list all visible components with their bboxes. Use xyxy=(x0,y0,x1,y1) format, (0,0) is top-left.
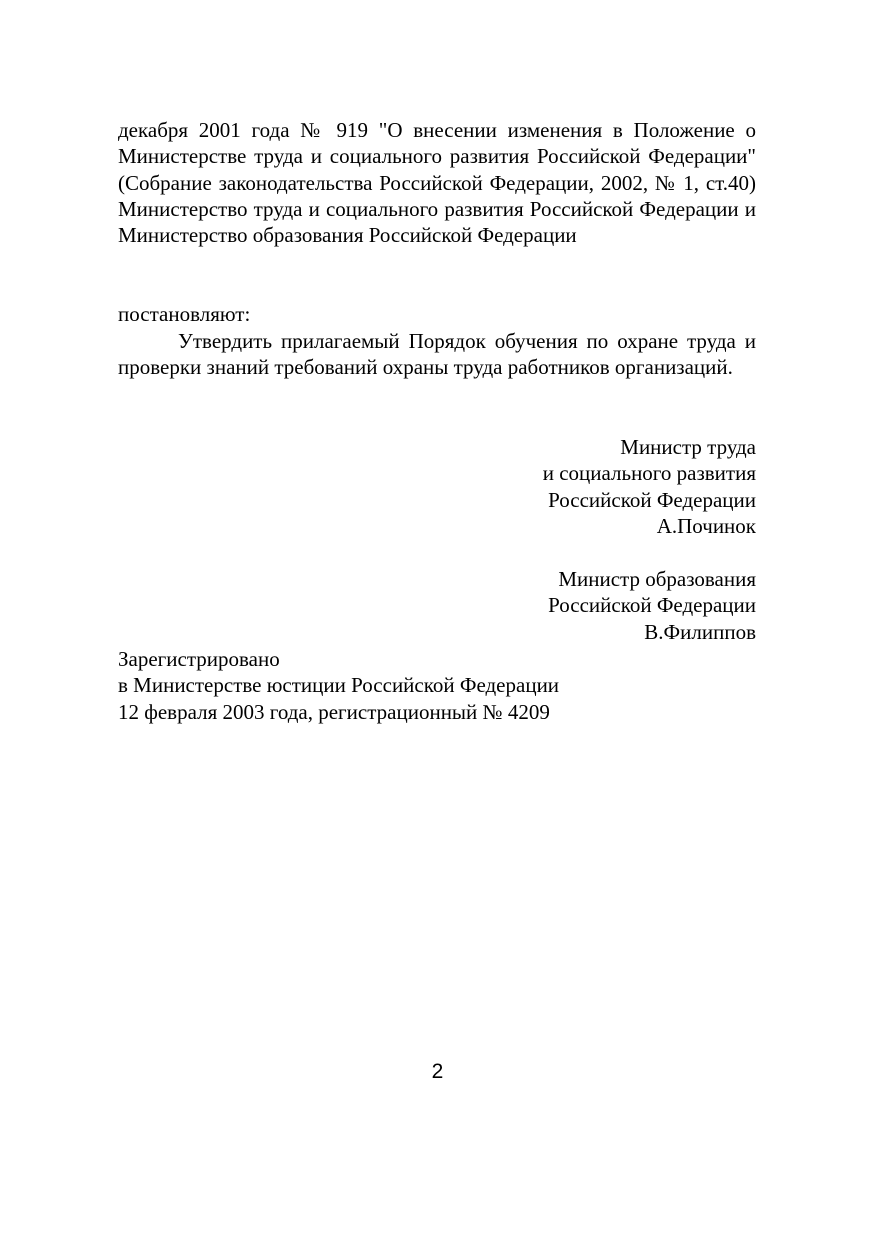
signature-title-line: Российской Федерации xyxy=(548,593,756,618)
registration-line: в Министерстве юстиции Российской Федерации xyxy=(118,673,560,698)
intro-paragraph: декабря 2001 года № 919 "О внесении изменения в Положение о Министерстве труда и социального развития Российской Федерации" (Собрание законодательства Российской Федерации, 2002, № 1, ст.40) Министерство труда и социального развития Российской Федерации и Министерство образования Российской Федерации xyxy=(118,118,756,248)
signatory-name: А.Починок xyxy=(656,513,756,538)
resolution-keyword: постановляют: xyxy=(118,302,251,326)
signature-title-line: Министр труда xyxy=(620,435,756,459)
registration-note xyxy=(118,646,756,725)
resolution-text: Утвердить прилагаемый Порядок обучения по охране труда и проверки знаний требований охраны труда работников организаций. xyxy=(118,329,756,380)
registration-line: 12 февраля 2003 года, регистрационный № 4209 xyxy=(118,699,550,724)
page-number: 2 xyxy=(431,1060,444,1083)
signature-title-line: Министр образования xyxy=(558,567,756,591)
signature-labor-minister xyxy=(543,434,756,539)
registration-line: Зарегистрировано xyxy=(118,647,280,671)
signatory-name: В.Филиппов xyxy=(644,619,756,644)
signature-title-line: Российской Федерации xyxy=(548,487,756,512)
signature-education-minister xyxy=(548,566,756,645)
signature-title-line: и социального развития xyxy=(542,461,756,486)
